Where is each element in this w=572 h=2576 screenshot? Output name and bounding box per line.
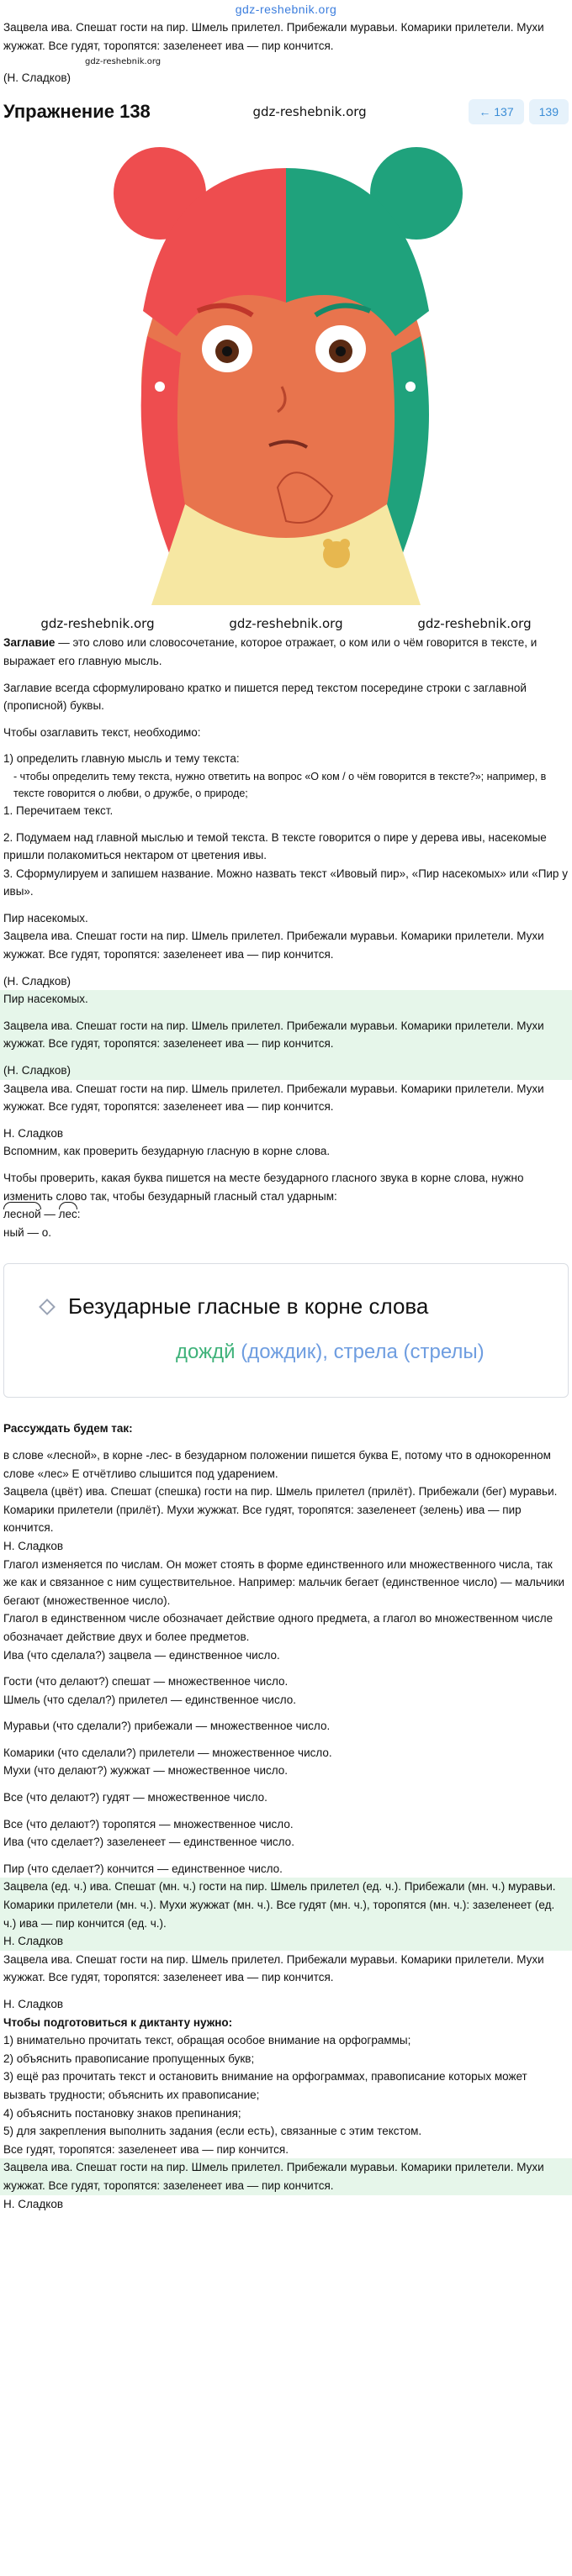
theory-paragraph: Заглавие всегда сформулировано кратко и пишется перед текстом посередине строки с заглавной (прописной) буквы. — [3, 681, 527, 713]
example-word: лес — [59, 1205, 77, 1224]
girl-illustration — [0, 134, 572, 605]
site-logo[interactable]: gdz-reshebnik.org — [235, 3, 337, 16]
reason-paragraph: в слове «лесной», в корне -лес- в безударном положении пишется буква Е, потому что в однокоренном слове «лес» Е отчётливо слышится под ударением. — [3, 1448, 551, 1480]
answer-author: (Н. Сладков) — [3, 1064, 71, 1077]
reason-paragraph: Зацвела (цвёт) ива. Спешат (спешка) гости на пир. Шмель прилетел (прилёт). Прибежали (бег) муравьи. Комарики прилетели (прилёт). Мухи жужжат. Все гудят, торопятся: зазеленеет (зелень) ива — пир кончится. — [3, 1485, 558, 1535]
answer-author: Н. Сладков — [3, 1126, 64, 1140]
verb-line: Мухи (что делают?) жужжат — множественное число. — [3, 1764, 289, 1778]
answer-highlight — [0, 1878, 572, 1950]
theory-paragraph: Чтобы озаглавить текст, необходимо: — [3, 725, 201, 739]
intro-text: Зацвела ива. Спешат гости на пир. Шмель прилетел. Прибежали муравьи. Комарики прилетели. Мухи жужжат. Все гудят, торопятся: зазеленеет ива — пир кончится. — [3, 21, 544, 52]
theory-paragraph: 1) определить главную мысль и тему текста: — [3, 752, 240, 766]
term-title: Заглавие — [3, 636, 56, 650]
rule-example — [41, 1336, 531, 1368]
watermark: gdz-reshebnik.org — [417, 616, 532, 632]
answer-title: Пир насекомых. — [3, 993, 88, 1006]
verb-line: Комарики (что сделали?) прилетели — множественное число. — [3, 1746, 332, 1759]
verb-line: Гости (что делают?) спешат — множественное число. — [3, 1675, 289, 1688]
exercise-header — [0, 97, 572, 126]
prev-exercise-button[interactable]: ← 137 — [469, 99, 523, 124]
answer-author: Н. Сладков — [3, 2197, 64, 2210]
theory-paragraph: - чтобы определить тему текста, нужно ответить на вопрос «О ком / о чём говорится в тексте?»; например, в тексте говорится о любви, о дружбе, о природе; — [13, 770, 547, 799]
check-example: лесной — лес: — [0, 1205, 572, 1224]
answer-author: (Н. Сладков) — [3, 974, 71, 988]
verb-line: Пир (что сделает?) кончится — единственное число. — [3, 1862, 283, 1875]
exercise-title: Упражнение 138 — [3, 101, 151, 123]
answer-text: Зацвела (ед. ч.) ива. Спешат (мн. ч.) гости на пир. Шмель прилетел (ед. ч.). Прибежали (мн. ч.) муравьи. Комарики прилетели (мн. ч.). Мухи жужжат (мн. ч.). Все гудят (мн. ч.), торопятся (мн. ч.): зазеленеет (ед. ч.) ива — пир кончится (ед. ч.). — [3, 1880, 556, 1930]
dictation-item: 5) для закрепления выполнить задания (если есть), связанные с этим текстом. — [3, 2125, 422, 2138]
check-paragraph: Вспомним, как проверить безударную гласную в корне слова. — [3, 1145, 331, 1158]
verb-line: Муравьи (что сделали?) прибежали — множественное число. — [3, 1720, 331, 1733]
verb-line: Все (что делают?) торопятся — множественное число. — [3, 1817, 294, 1831]
rule-example-word: дождй — [176, 1340, 236, 1363]
check-example-tail: ный — о. — [3, 1225, 51, 1239]
answer-author: Н. Сладков — [3, 1998, 64, 2010]
term-definition: — это слово или словосочетание, которое отражает, о ком или о чём говорится в тексте, и выражает его главную мысль. — [3, 636, 538, 667]
rule-title: Безударные гласные в корне слова — [68, 1293, 429, 1320]
verb-line: Ива (что сделает?) зазеленеет — единственное число. — [3, 1836, 294, 1849]
answer-text: Зацвела ива. Спешат гости на пир. Шмель прилетел. Прибежали муравьи. Комарики прилетели. Мухи жужжат. Все гудят, торопятся: зазеленеет ива — пир кончится. — [3, 930, 544, 961]
watermark: gdz-reshebnik.org — [84, 56, 162, 66]
answer-text: Зацвела ива. Спешат гости на пир. Шмель прилетел. Прибежали муравьи. Комарики прилетели. Мухи жужжат. Все гудят, торопятся: зазеленеет ива — пир кончится. — [3, 1952, 544, 1984]
watermark: gdz-reshebnik.org — [252, 103, 367, 119]
diamond-icon — [39, 1299, 56, 1315]
answer-text: Зацвела ива. Спешат гости на пир. Шмель прилетел. Прибежали муравьи. Комарики прилетели. Мухи жужжат. Все гудят, торопятся: зазеленеет ива — пир кончится. — [3, 1082, 544, 1114]
rule-card — [3, 1263, 569, 1398]
next-exercise-button[interactable]: 139 — [529, 99, 569, 124]
answer-highlight — [0, 2158, 572, 2194]
rule-example-word: (дождик), стрела — [241, 1340, 398, 1363]
dictation-heading: Чтобы подготовиться к диктанту нужно: — [3, 2015, 233, 2029]
dictation-item: 1) внимательно прочитать текст, обращая особое внимание на орфограммы; — [3, 2034, 411, 2047]
reason-paragraph: Глагол изменяется по числам. Он может стоять в форме единственного или множественного числа, так же как и связанное с ним существительное. Например: мальчик бегает (единственное число) — мальчики бегают (множественное число). — [3, 1557, 565, 1607]
verb-line: Шмель (что сделал?) прилетел — единственное число. — [3, 1693, 297, 1706]
rule-example-word: (стрелы) — [403, 1340, 485, 1363]
dictation-item: 2) объяснить правописание пропущенных букв; — [3, 2052, 255, 2065]
reason-heading: Рассуждать будем так: — [3, 1422, 133, 1436]
verb-line: Все (что делают?) гудят — множественное число. — [3, 1791, 267, 1804]
dictation-item: 4) объяснить постановку знаков препинания; — [3, 2106, 241, 2120]
reason-paragraph: Глагол в единственном числе обозначает действие одного предмета, а глагол во множественном числе обозначает действие двух и более предметов. — [3, 1612, 553, 1643]
solution-step: 2. Подумаем над главной мыслью и темой текста. В тексте говорится о пире у дерева ивы, насекомые пришли полакомиться нектаром от цветения ивы. — [3, 830, 547, 862]
intro-author: (Н. Сладков) — [3, 71, 71, 84]
answer-text: Зацвела ива. Спешат гости на пир. Шмель прилетел. Прибежали муравьи. Комарики прилетели. Мухи жужжат. Все гудят, торопятся: зазеленеет ива — пир кончится. — [3, 2161, 544, 2192]
dictation-tail: Все гудят, торопятся: зазеленеет ива — пир кончится. — [3, 2142, 289, 2156]
dictation-item: 3) ещё раз прочитать текст и остановить внимание на орфограммах, правописание которых может вызвать трудности; объяснить их правописание; — [3, 2070, 527, 2101]
check-paragraph: Чтобы проверить, какая буква пишется на месте безударного гласного звука в корне слова, нужно изменить слово так, чтобы безударный гласный стал ударным: — [3, 1172, 524, 1203]
exercise-nav — [469, 99, 569, 124]
watermark: gdz-reshebnik.org — [40, 616, 155, 632]
solution-step: 3. Сформулируем и запишем название. Можно назвать текст «Ивовый пир», «Пир насекомых» или «Пир у ивы». — [3, 867, 568, 898]
answer-author: Н. Сладков — [3, 1935, 64, 1948]
answer-text: Зацвела ива. Спешат гости на пир. Шмель прилетел. Прибежали муравьи. Комарики прилетели. Мухи жужжат. Все гудят, торопятся: зазеленеет ива — пир кончится. — [3, 1019, 544, 1051]
reason-author: Н. Сладков — [3, 1539, 64, 1552]
verb-line: Ива (что сделала?) зацвела — единственное число. — [3, 1648, 280, 1662]
answer-highlight — [0, 990, 572, 1079]
answer-title: Пир насекомых. — [3, 911, 88, 925]
girl-thinking-image — [0, 134, 572, 605]
solution-step: 1. Перечитаем текст. — [3, 803, 114, 817]
watermark: gdz-reshebnik.org — [229, 616, 343, 632]
example-word: лесной — [3, 1205, 41, 1224]
